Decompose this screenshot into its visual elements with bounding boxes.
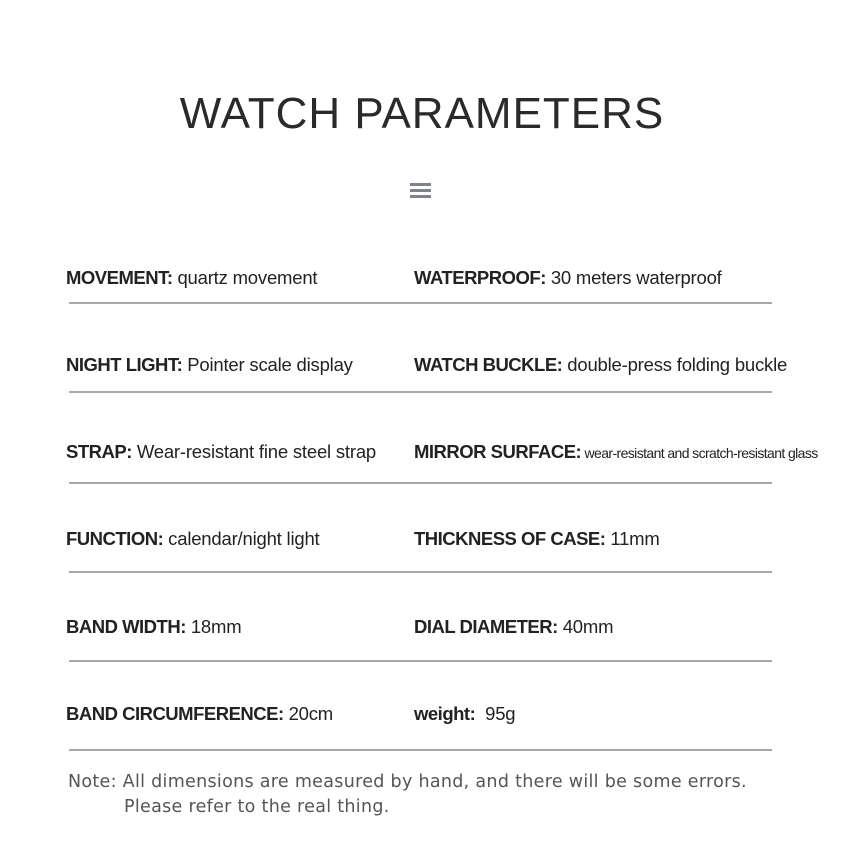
row-divider <box>69 482 772 484</box>
spec-item-mirror-surface <box>414 440 818 465</box>
spec-row <box>0 440 844 528</box>
spec-item-thickness <box>414 527 660 551</box>
spec-label: MOVEMENT: <box>66 267 173 288</box>
spec-label: MIRROR SURFACE: <box>414 441 582 462</box>
page-title: WATCH PARAMETERS <box>179 89 665 138</box>
row-divider <box>69 660 772 662</box>
spec-value: 20cm <box>283 703 334 724</box>
spec-value: quartz movement <box>172 267 318 288</box>
spec-value: calendar/night light <box>163 528 320 549</box>
spec-row <box>0 615 844 703</box>
spec-value: 11mm <box>605 528 660 549</box>
spec-item-watch-buckle <box>414 353 787 377</box>
spec-item-band-width <box>66 615 241 639</box>
spec-label: DIAL DIAMETER: <box>414 616 558 637</box>
spec-row <box>0 353 844 441</box>
spec-item-weight <box>414 702 515 726</box>
spec-value: 40mm <box>557 616 614 637</box>
spec-item-function <box>66 527 319 551</box>
row-divider <box>69 749 772 751</box>
spec-label: THICKNESS OF CASE: <box>414 528 606 549</box>
spec-label: BAND WIDTH: <box>66 616 186 637</box>
spec-label: WATERPROOF: <box>414 267 546 288</box>
row-divider <box>69 302 772 304</box>
spec-label: BAND CIRCUMFERENCE: <box>66 703 284 724</box>
row-divider <box>69 391 772 393</box>
spec-label: FUNCTION: <box>66 528 164 549</box>
note-line-2: Please refer to the real thing. <box>124 797 390 817</box>
spec-item-dial-diameter <box>414 615 613 639</box>
spec-item-night-light <box>66 353 353 377</box>
spec-value: 30 meters waterproof <box>545 267 722 288</box>
spec-label: weight: <box>414 703 476 724</box>
spec-row <box>0 266 844 354</box>
spec-value: wear-resistant and scratch-resistant glass <box>581 445 818 461</box>
menu-icon <box>410 182 431 200</box>
note-line-1: Note: All dimensions are measured by hand, and there will be some errors. <box>68 772 747 792</box>
spec-value: 95g <box>475 703 516 724</box>
spec-item-movement <box>66 266 317 290</box>
spec-value: double-press folding buckle <box>562 354 788 375</box>
spec-value: Wear-resistant fine steel strap <box>131 441 377 462</box>
row-divider <box>69 571 772 573</box>
spec-label: WATCH BUCKLE: <box>414 354 563 375</box>
spec-item-waterproof <box>414 266 722 290</box>
spec-item-band-circumference <box>66 702 333 726</box>
spec-label: STRAP: <box>66 441 132 462</box>
spec-value: 18mm <box>185 616 242 637</box>
spec-value: Pointer scale display <box>182 354 353 375</box>
spec-label: NIGHT LIGHT: <box>66 354 183 375</box>
measurement-note <box>68 770 828 820</box>
spec-item-strap <box>66 440 376 464</box>
